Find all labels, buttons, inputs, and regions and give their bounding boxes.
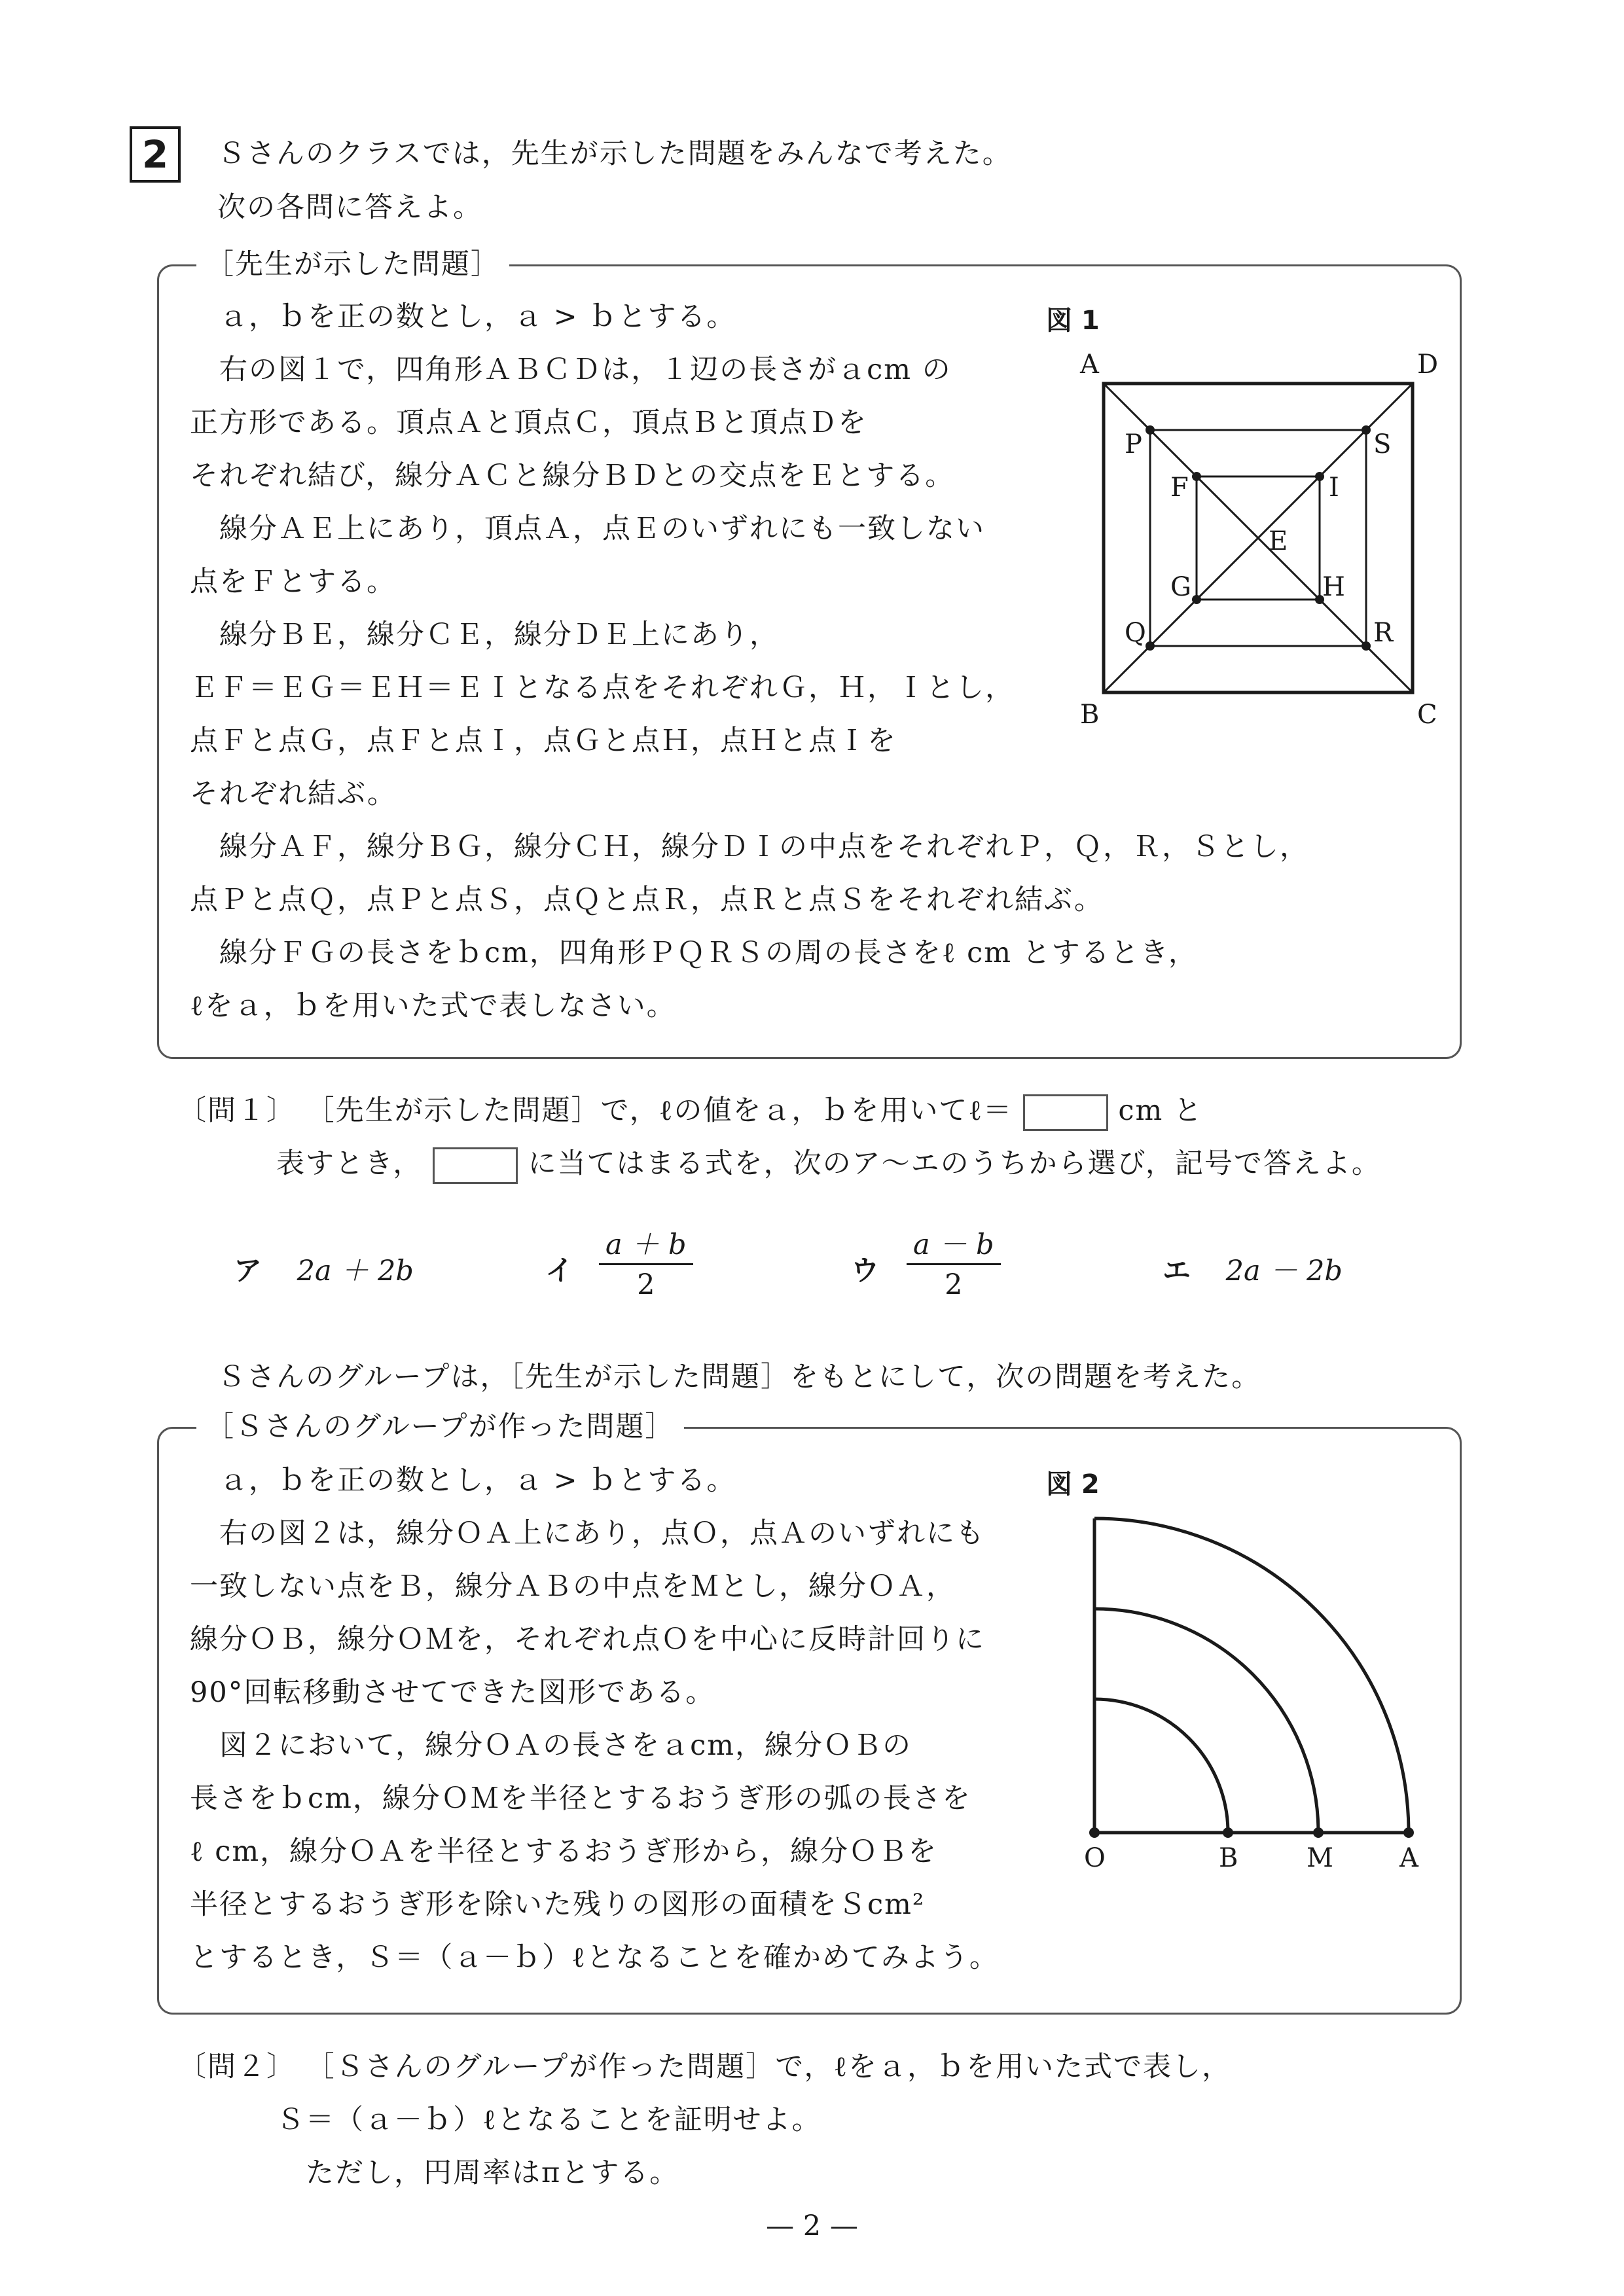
- q1-line1-before: ［先生が示した問題］で，ℓの値をａ，ｂを用いてℓ＝: [306, 1094, 1013, 1127]
- teacher-line-6: 点をＦとする。: [190, 565, 396, 598]
- answer-blank-1: [1023, 1094, 1108, 1131]
- teacher-line-12: 点Ｐと点Ｑ，点Ｐと点Ｓ，点Ｑと点Ｒ，点Ｒと点Ｓをそれぞれ結ぶ。: [190, 884, 1104, 916]
- choice-a-label: ア: [234, 1255, 262, 1287]
- label-h: H: [1322, 572, 1345, 602]
- group-line-4: 線分ＯＢ，線分ＯＭを，それぞれ点Ｏを中心に反時計回りに: [190, 1623, 985, 1656]
- transition-line: Ｓさんのグループは，［先生が示した問題］をもとにして，次の問題を考えた。: [217, 1361, 1261, 1393]
- group-line-5: 90°回転移動させてできた図形である。: [190, 1676, 715, 1709]
- choice-i-fraction: [599, 1227, 693, 1304]
- teacher-problem-title: ［先生が示した問題］: [196, 245, 509, 284]
- label-d: D: [1417, 350, 1439, 380]
- choice-a: [234, 1251, 414, 1291]
- group-line-1: ａ，ｂを正の数とし，ａ > ｂとする。: [219, 1464, 736, 1497]
- choice-u-numerator: a － b: [907, 1227, 1001, 1265]
- point-r: [1362, 641, 1371, 651]
- choice-u: [851, 1251, 879, 1291]
- label-r: R: [1373, 618, 1394, 648]
- group-line-6: 図２において，線分ＯＡの長さをａcm，線分ＯＢの: [219, 1729, 912, 1762]
- group-line-3: 一致しない点をＢ，線分ＡＢの中点をＭとし，線分ＯＡ，: [190, 1570, 956, 1603]
- figure1-square-diagram: [1060, 340, 1466, 726]
- q1-label: 〔問１〕: [178, 1094, 296, 1127]
- choice-i-numerator: a ＋ b: [599, 1227, 693, 1265]
- choice-i-denominator: 2: [637, 1268, 655, 1301]
- choice-u-label: ウ: [851, 1255, 879, 1287]
- point-g: [1192, 595, 1201, 604]
- arc-om: [1094, 1609, 1318, 1833]
- choice-e-label: エ: [1163, 1255, 1191, 1287]
- point-s: [1362, 425, 1371, 435]
- q1-line1-after: cm と: [1118, 1094, 1203, 1127]
- label-f: F: [1170, 473, 1189, 503]
- teacher-line-7: 線分ＢＥ，線分ＣＥ，線分ＤＥ上にあり，: [219, 619, 779, 651]
- point-f: [1192, 472, 1201, 481]
- label-s: S: [1373, 429, 1392, 459]
- choice-u-denominator: 2: [945, 1268, 963, 1301]
- figure2-label: 図 2: [1046, 1469, 1100, 1499]
- choice-i: [545, 1251, 573, 1291]
- intro-line-1: Ｓさんのクラスでは，先生が示した問題をみんなで考えた。: [217, 137, 1012, 170]
- label-e: E: [1269, 526, 1288, 556]
- group-line-7: 長さをｂcm，線分ＯＭを半径とするおうぎ形の弧の長さを: [190, 1782, 971, 1815]
- point-m: [1313, 1827, 1324, 1838]
- teacher-line-14: ℓをａ，ｂを用いた式で表しなさい。: [190, 990, 676, 1022]
- teacher-line-3: 正方形である。頂点Ａと頂点Ｃ，頂点Ｂと頂点Ｄを: [190, 406, 867, 439]
- choice-u-fraction: [907, 1227, 1001, 1304]
- figure2-sector-diagram: [1074, 1505, 1466, 1885]
- q2-line-2: Ｓ＝（ａ－ｂ）ℓとなることを証明せよ。: [276, 2104, 821, 2136]
- figure1-label: 図 1: [1046, 306, 1100, 336]
- label-g: G: [1170, 572, 1191, 602]
- q1-line2-before: 表すとき，: [276, 1147, 423, 1180]
- teacher-line-4: それぞれ結び，線分ＡＣと線分ＢＤとの交点をＥとする。: [190, 459, 955, 492]
- teacher-line-9: 点Ｆと点Ｇ，点Ｆと点Ｉ，点Ｇと点Ｈ，点Ｈと点Ｉを: [190, 725, 897, 757]
- label-c: C: [1417, 700, 1437, 726]
- arc-ob: [1094, 1699, 1228, 1833]
- point-i: [1315, 472, 1324, 481]
- point-o: [1089, 1827, 1100, 1838]
- label-b2: B: [1219, 1843, 1238, 1873]
- q2-line-1: [178, 2047, 1231, 2087]
- point-b: [1223, 1827, 1233, 1838]
- label-o: O: [1084, 1843, 1106, 1873]
- label-p: P: [1125, 429, 1142, 459]
- teacher-line-11: 線分ＡＦ，線分ＢＧ，線分ＣＨ，線分ＤＩの中点をそれぞれＰ，Ｑ，Ｒ，Ｓとし，: [219, 831, 1309, 863]
- point-a: [1403, 1827, 1414, 1838]
- label-i: I: [1329, 473, 1339, 503]
- q2-text-1: ［Ｓさんのグループが作った問題］で，ℓをａ，ｂを用いた式で表し，: [306, 2051, 1231, 2083]
- choice-e-expr: 2a － 2b: [1225, 1255, 1343, 1287]
- answer-blank-2: [433, 1147, 518, 1184]
- label-a: A: [1080, 350, 1099, 380]
- group-problem-title: ［Ｓさんのグループが作った問題］: [196, 1407, 684, 1446]
- point-p: [1146, 425, 1155, 435]
- group-line-8: ℓ cm，線分ＯＡを半径とするおうぎ形から，線分ＯＢを: [190, 1835, 938, 1868]
- label-q: Q: [1125, 618, 1146, 648]
- label-m: M: [1307, 1843, 1333, 1873]
- q2-line-3: ただし，円周率はπとする。: [306, 2157, 679, 2189]
- choice-a-expr: 2a ＋ 2b: [297, 1255, 414, 1287]
- q1-line-1: [178, 1091, 1203, 1131]
- choice-e: [1163, 1251, 1343, 1291]
- group-line-10: とするとき，Ｓ＝（ａ－ｂ）ℓとなることを確かめてみよう。: [190, 1941, 999, 1974]
- label-b: B: [1080, 700, 1100, 726]
- teacher-line-13: 線分ＦＧの長さをｂcm，四角形ＰＱＲＳの周の長さをℓ cm とするとき，: [219, 937, 1198, 969]
- group-line-9: 半径とするおうぎ形を除いた残りの図形の面積をＳcm²: [190, 1888, 926, 1921]
- page-number: — 2 —: [766, 2210, 858, 2242]
- teacher-line-1: ａ，ｂを正の数とし，ａ > ｂとする。: [219, 300, 736, 333]
- point-q: [1146, 641, 1155, 651]
- label-a2: A: [1399, 1843, 1418, 1873]
- intro-line-2: 次の各問に答えよ。: [217, 191, 482, 224]
- arc-oa: [1094, 1518, 1409, 1833]
- choice-i-label: イ: [545, 1255, 573, 1287]
- teacher-line-8: ＥＦ＝ＥＧ＝ＥＨ＝ＥＩとなる点をそれぞれＧ，Ｈ，Ｉとし，: [190, 672, 1015, 704]
- question-number: 2: [130, 126, 181, 183]
- q1-line-2: [276, 1144, 1381, 1184]
- teacher-line-2: 右の図１で，四角形ＡＢＣＤは，１辺の長さがａcm の: [219, 353, 952, 386]
- q1-line2-after: に当てはまる式を，次のア～エのうちから選び，記号で答えよ。: [528, 1147, 1381, 1180]
- q2-label: 〔問２〕: [178, 2051, 296, 2083]
- group-line-2: 右の図２は，線分ＯＡ上にあり，点Ｏ，点Ａのいずれにも: [219, 1517, 985, 1550]
- teacher-line-5: 線分ＡＥ上にあり，頂点Ａ，点Ｅのいずれにも一致しない: [219, 512, 985, 545]
- teacher-line-10: それぞれ結ぶ。: [190, 778, 397, 810]
